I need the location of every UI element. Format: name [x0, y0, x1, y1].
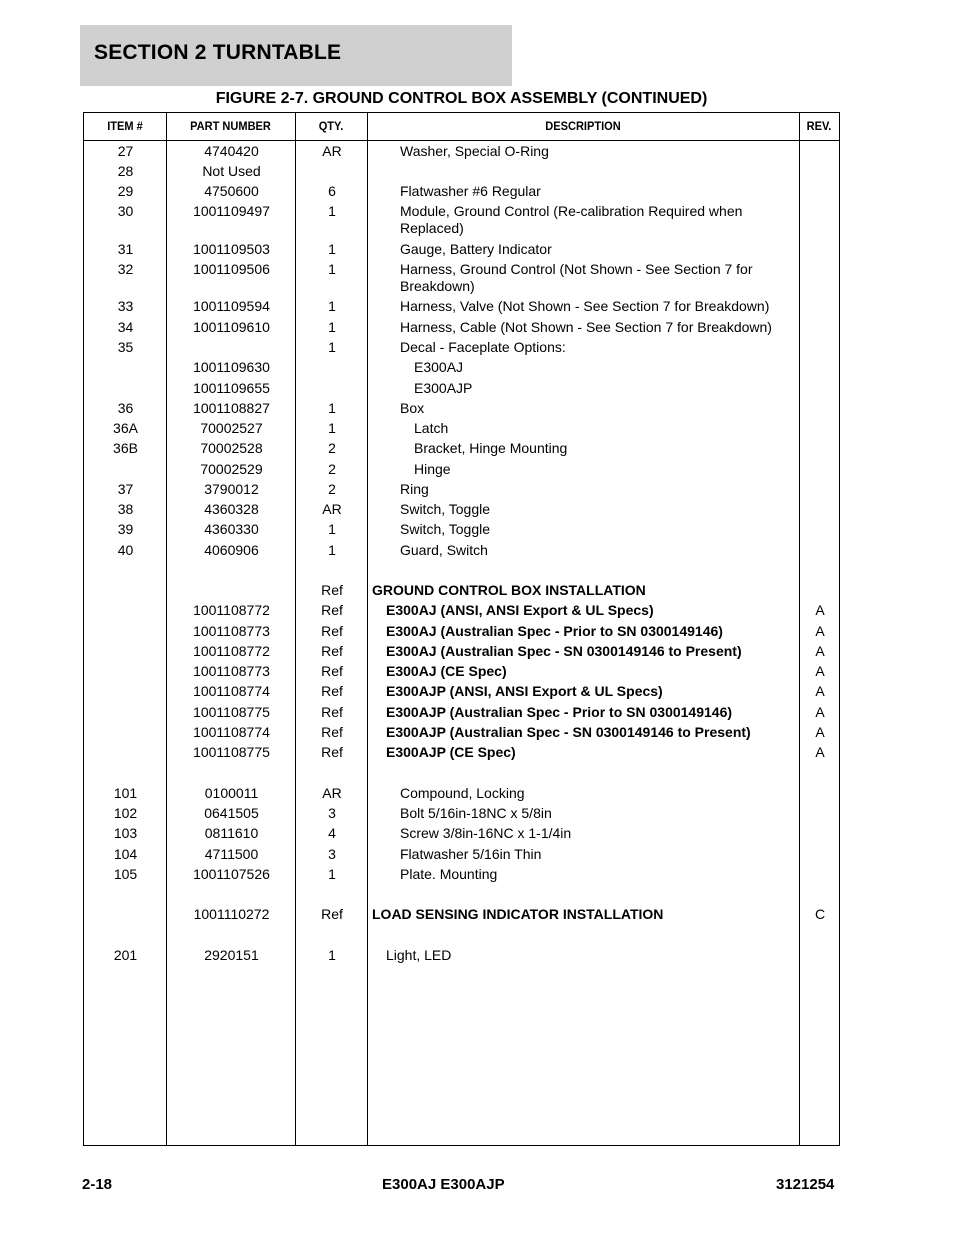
- table-row: [84, 438, 839, 459]
- table-row: [84, 742, 839, 762]
- description-cell: E300AJ (Australian Spec - SN 0300149146 to Present): [386, 643, 742, 659]
- qty-cell: Ref: [321, 683, 343, 699]
- description-cell: Switch, Toggle: [400, 501, 491, 517]
- description-cell: E300AJ (CE Spec): [386, 663, 507, 679]
- qty-cell: 1: [328, 241, 336, 257]
- part-number-cell: 1001110272: [193, 906, 270, 922]
- description-cell: Guard, Switch: [400, 542, 488, 558]
- table-row: [84, 925, 839, 945]
- qty-cell: 3: [328, 846, 336, 862]
- section-header: [80, 25, 512, 86]
- description-cell: Harness, Ground Control (Not Shown - See Section 7 for Breakdown): [400, 261, 753, 294]
- description-cell: E300AJP (Australian Spec - SN 0300149146 to Present): [386, 724, 751, 740]
- part-number-cell: 1001108772: [193, 643, 270, 659]
- table-row: [84, 519, 839, 540]
- table-row: [84, 823, 839, 844]
- part-number-cell: 1001109497: [193, 203, 270, 219]
- table-row: [84, 722, 839, 742]
- qty-cell: 1: [328, 298, 336, 314]
- description-cell: Light, LED: [386, 947, 452, 963]
- rev-cell: A: [815, 704, 825, 720]
- table-row: [84, 560, 839, 580]
- item-cell: 38: [117, 501, 134, 517]
- table-row: [84, 357, 839, 378]
- item-cell: 40: [117, 542, 134, 558]
- table-row: [84, 762, 839, 783]
- header-rev: REV.: [806, 119, 832, 133]
- part-number-cell: 1001109610: [193, 319, 270, 335]
- parts-table: [83, 112, 840, 1146]
- description-cell: Latch: [414, 420, 449, 436]
- model-name: E300AJ E300AJP: [382, 1176, 505, 1193]
- description-cell: Washer, Special O-Ring: [400, 143, 549, 159]
- part-number-cell: 1001109506: [193, 261, 270, 277]
- table-row: [84, 181, 839, 201]
- header-qty: QTY.: [318, 119, 344, 133]
- qty-cell: Ref: [321, 906, 343, 922]
- item-cell: 102: [113, 805, 138, 821]
- part-number-cell: 1001108772: [193, 602, 270, 618]
- rev-cell: A: [815, 643, 825, 659]
- description-cell: LOAD SENSING INDICATOR INSTALLATION: [372, 906, 664, 922]
- description-cell: Bracket, Hinge Mounting: [414, 440, 568, 456]
- qty-cell: 1: [328, 866, 336, 882]
- table-row: [84, 904, 839, 925]
- qty-cell: 1: [328, 947, 336, 963]
- description-cell: E300AJP: [414, 380, 473, 396]
- part-number-cell: 1001109630: [193, 359, 270, 375]
- qty-cell: Ref: [321, 663, 343, 679]
- table-row: [84, 418, 839, 438]
- table-row: [84, 479, 839, 499]
- part-number-cell: 4750600: [204, 183, 259, 199]
- page-number: 2-18: [82, 1176, 113, 1193]
- part-number-cell: 1001109594: [193, 298, 270, 314]
- table-row: [84, 844, 839, 864]
- qty-cell: 6: [328, 183, 336, 199]
- item-cell: 105: [113, 866, 138, 882]
- part-number-cell: 1001108775: [193, 704, 270, 720]
- table-row: [84, 621, 839, 641]
- table-row: [84, 499, 839, 519]
- description-cell: Module, Ground Control (Re-calibration Required when Replaced): [400, 203, 743, 236]
- rev-cell: A: [815, 724, 825, 740]
- part-number-cell: 4060906: [204, 542, 259, 558]
- rev-cell: A: [815, 683, 825, 699]
- header-part-number: PART NUMBER: [190, 119, 271, 133]
- table-row: [84, 239, 839, 259]
- qty-cell: Ref: [321, 643, 343, 659]
- table-row: [84, 600, 839, 621]
- qty-cell: Ref: [321, 602, 343, 618]
- description-cell: Compound, Locking: [400, 785, 525, 801]
- item-cell: 103: [113, 825, 138, 841]
- description-cell: E300AJP (ANSI, ANSI Export & UL Specs): [386, 683, 663, 699]
- item-cell: 37: [117, 481, 134, 497]
- qty-cell: AR: [322, 143, 342, 159]
- part-number-cell: 1001107526: [193, 866, 270, 882]
- item-cell: 29: [117, 183, 134, 199]
- qty-cell: 2: [328, 440, 336, 456]
- part-number-cell: 0641505: [204, 805, 259, 821]
- qty-cell: 1: [328, 400, 336, 416]
- part-number-cell: 1001109655: [193, 380, 270, 396]
- qty-cell: 4: [328, 825, 336, 841]
- table-row: [84, 296, 839, 317]
- qty-cell: 1: [328, 261, 336, 277]
- description-cell: Harness, Cable (Not Shown - See Section 7 for Breakdown): [400, 319, 772, 335]
- qty-cell: Ref: [321, 744, 343, 760]
- table-row: [84, 141, 839, 161]
- table-row: [84, 337, 839, 357]
- rev-cell: C: [814, 906, 826, 922]
- item-cell: 36B: [113, 440, 138, 456]
- part-number-cell: 70002529: [200, 461, 263, 477]
- item-cell: 27: [117, 143, 134, 159]
- qty-cell: 2: [328, 461, 336, 477]
- item-cell: 101: [113, 785, 138, 801]
- part-number-cell: 1001108773: [193, 623, 270, 639]
- table-row: [84, 201, 839, 239]
- qty-cell: Ref: [321, 623, 343, 639]
- description-cell: Box: [400, 400, 425, 416]
- description-cell: Ring: [400, 481, 429, 497]
- table-row: [84, 864, 839, 884]
- table-row: [84, 378, 839, 398]
- part-number-cell: 2920151: [204, 947, 259, 963]
- table-row: [84, 540, 839, 560]
- qty-cell: 2: [328, 481, 336, 497]
- part-number-cell: 4711500: [204, 846, 259, 862]
- description-cell: GROUND CONTROL BOX INSTALLATION: [372, 582, 646, 598]
- description-cell: Bolt 5/16in-18NC x 5/8in: [400, 805, 552, 821]
- part-number-cell: 0811610: [204, 825, 259, 841]
- description-cell: Screw 3/8in-16NC x 1-1/4in: [400, 825, 572, 841]
- item-cell: 28: [117, 163, 134, 179]
- part-number-cell: 4740420: [204, 143, 259, 159]
- table-row: [84, 398, 839, 418]
- item-cell: 36: [117, 400, 134, 416]
- part-number-cell: 1001108774: [193, 724, 270, 740]
- item-cell: 39: [117, 521, 134, 537]
- description-cell: E300AJ (Australian Spec - Prior to SN 0300149146): [386, 623, 723, 639]
- qty-cell: 1: [328, 521, 336, 537]
- table-row: [84, 641, 839, 661]
- qty-cell: 1: [328, 542, 336, 558]
- description-cell: E300AJ (ANSI, ANSI Export & UL Specs): [386, 602, 654, 618]
- qty-cell: Ref: [321, 724, 343, 740]
- description-cell: Flatwasher #6 Regular: [400, 183, 541, 199]
- description-cell: Hinge: [414, 461, 451, 477]
- part-number-cell: 1001108827: [193, 400, 270, 416]
- description-cell: E300AJP (CE Spec): [386, 744, 516, 760]
- section-title: SECTION 2 TURNTABLE: [94, 41, 342, 64]
- rev-cell: A: [815, 663, 825, 679]
- table-row: [84, 661, 839, 681]
- item-cell: 36A: [113, 420, 138, 436]
- qty-cell: 3: [328, 805, 336, 821]
- item-cell: 34: [117, 319, 134, 335]
- part-number-cell: 4360328: [204, 501, 259, 517]
- part-number-cell: 1001109503: [193, 241, 270, 257]
- rev-cell: A: [815, 602, 825, 618]
- item-cell: 201: [113, 947, 138, 963]
- description-cell: E300AJP (Australian Spec - Prior to SN 0300149146): [386, 704, 733, 720]
- description-cell: Flatwasher 5/16in Thin: [400, 846, 542, 862]
- item-cell: 32: [117, 261, 134, 277]
- table-row: [84, 580, 839, 600]
- table-body: [84, 141, 839, 965]
- item-cell: 30: [117, 203, 134, 219]
- description-cell: E300AJ: [414, 359, 464, 375]
- part-number-cell: 1001108775: [193, 744, 270, 760]
- part-number-cell: 70002527: [200, 420, 263, 436]
- item-cell: 104: [113, 846, 138, 862]
- qty-cell: Ref: [321, 582, 343, 598]
- document-number: 3121254: [776, 1176, 835, 1193]
- qty-cell: AR: [322, 501, 342, 517]
- table-row: [84, 259, 839, 296]
- part-number-cell: 4360330: [204, 521, 259, 537]
- table-row: [84, 702, 839, 722]
- rev-cell: A: [815, 623, 825, 639]
- description-cell: Harness, Valve (Not Shown - See Section 7 for Breakdown): [400, 298, 770, 314]
- item-cell: 31: [117, 241, 134, 257]
- table-row: [84, 945, 839, 965]
- table-row: [84, 317, 839, 337]
- table-row: [84, 681, 839, 702]
- qty-cell: 1: [328, 203, 336, 219]
- qty-cell: Ref: [321, 704, 343, 720]
- table-row: [84, 783, 839, 803]
- part-number-cell: 0100011: [204, 785, 259, 801]
- part-number-cell: 1001108773: [193, 663, 270, 679]
- qty-cell: 1: [328, 420, 336, 436]
- item-cell: 33: [117, 298, 134, 314]
- qty-cell: 1: [328, 339, 336, 355]
- qty-cell: AR: [322, 785, 342, 801]
- table-row: [84, 884, 839, 904]
- description-cell: Switch, Toggle: [400, 521, 491, 537]
- header-item: ITEM #: [107, 119, 143, 133]
- description-cell: Decal - Faceplate Options:: [400, 339, 566, 355]
- table-row: [84, 459, 839, 479]
- table-row: [84, 803, 839, 823]
- header-description: DESCRIPTION: [545, 119, 621, 133]
- table-row: [84, 161, 839, 181]
- figure-title: FIGURE 2-7. GROUND CONTROL BOX ASSEMBLY (CONTINUED): [215, 90, 708, 107]
- part-number-cell: Not Used: [202, 163, 261, 179]
- qty-cell: 1: [328, 319, 336, 335]
- description-cell: Plate. Mounting: [400, 866, 498, 882]
- item-cell: 35: [117, 339, 134, 355]
- rev-cell: A: [815, 744, 825, 760]
- description-cell: Gauge, Battery Indicator: [400, 241, 552, 257]
- part-number-cell: 1001108774: [193, 683, 270, 699]
- part-number-cell: 70002528: [200, 440, 263, 456]
- part-number-cell: 3790012: [204, 481, 259, 497]
